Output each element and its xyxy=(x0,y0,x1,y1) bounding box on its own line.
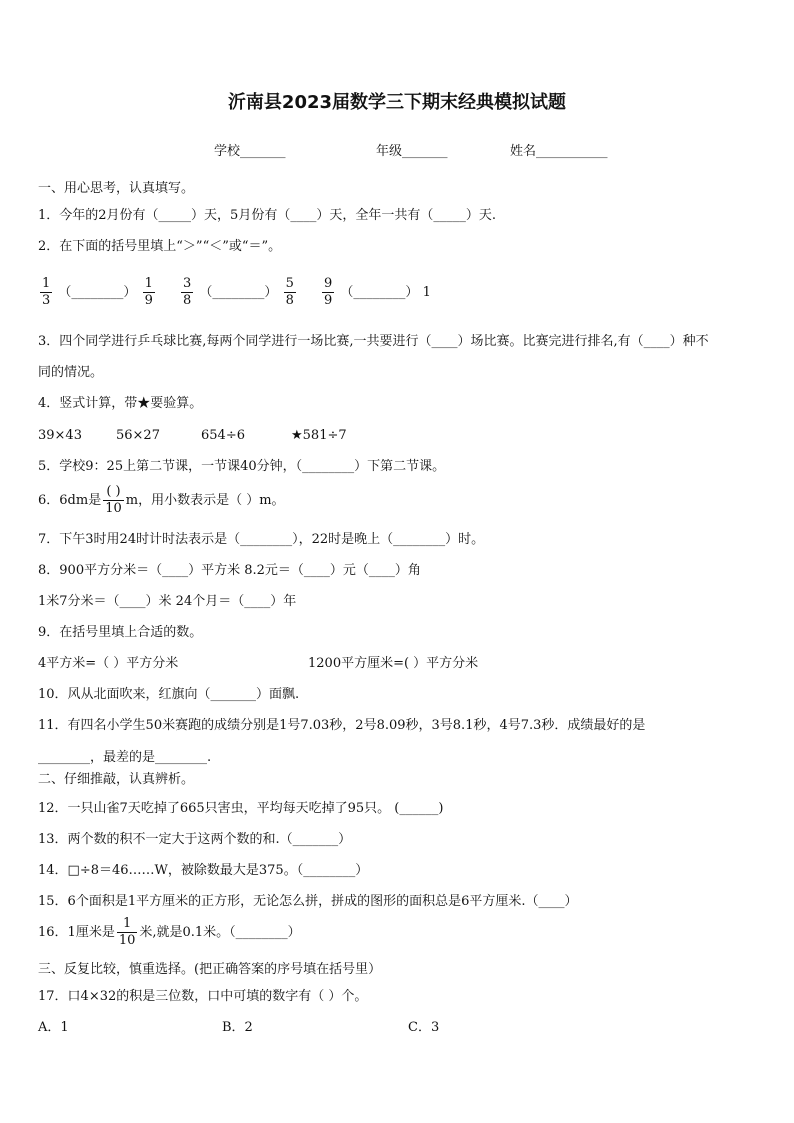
question-4-items xyxy=(38,427,347,445)
comparison-2 xyxy=(179,276,298,309)
answer-blank[interactable]: （________） xyxy=(199,285,278,300)
question-9: 9．在括号里填上合适的数。 xyxy=(38,625,203,640)
question-11-line-2: ________，最差的是________. xyxy=(38,750,212,765)
page-title: 沂南县2023届数学三下期末经典模拟试题 xyxy=(227,92,567,113)
question-17-options xyxy=(38,1019,439,1037)
grade-field: 年级_______ xyxy=(376,144,448,159)
question-9-items xyxy=(38,655,478,673)
calc-item: 56×27 xyxy=(116,428,160,443)
question-14: 14．□÷8＝46……W，被除数最大是375。（________） xyxy=(38,863,369,878)
fraction: $\frac{( )}{10}$ xyxy=(105,484,122,516)
question-5: 5．学校9：25上第二节课，一节课40分钟，（________）下第二节课。 xyxy=(38,459,446,474)
question-3-line-1: 3．四个同学进行乒乓球比赛,每两个同学进行一场比赛,一共要进行（____）场比赛。比赛完进行排名,有（____）种不 xyxy=(38,334,709,349)
option-c[interactable]: C．3 xyxy=(408,1020,440,1035)
fraction: $\frac{9}{9}$ xyxy=(324,276,333,308)
answer-blank[interactable]: （________） xyxy=(340,285,419,300)
question-10: 10．风从北面吹来，红旗向（_______）面飘. xyxy=(38,687,300,702)
compare-value: 1 xyxy=(422,285,431,300)
question-12: 12．一只山雀7天吃掉了665只害虫，平均每天吃掉了95只。 (______) xyxy=(38,801,444,816)
question-15: 15．6个面积是1平方厘米的正方形，无论怎么拼，拼成的图形的面积总是6平方厘米.（____） xyxy=(38,894,578,909)
question-2-fractions xyxy=(38,276,449,309)
fraction: $\frac{3}{8}$ xyxy=(183,276,192,308)
question-2: 2．在下面的括号里填上“＞”“＜”或“＝”。 xyxy=(38,239,282,254)
fraction: $\frac{1}{3}$ xyxy=(42,276,51,308)
question-4: 4．竖式计算，带★要验算。 xyxy=(38,396,203,411)
name-field: 姓名___________ xyxy=(510,144,608,159)
fraction: $\frac{1}{9}$ xyxy=(144,276,153,308)
option-a[interactable]: A．1 xyxy=(38,1020,69,1035)
section-2-heading: 二、仔细推敲，认真辨析。 xyxy=(38,772,195,787)
school-field: 学校_______ xyxy=(214,144,286,159)
question-7: 7．下午3时用24时计时法表示是（________），22时是晚上（________）时。 xyxy=(38,532,485,547)
question-6: 6．6dm是 $\frac{( )}{10}$ m，用小数表示是（ ）m。 xyxy=(38,484,285,516)
question-17: 17．口4×32的积是三位数，口中可填的数字有（ ）个。 xyxy=(38,989,368,1004)
question-13: 13．两个数的积不一定大于这两个数的和.（_______） xyxy=(38,832,352,847)
option-b[interactable]: B．2 xyxy=(222,1020,253,1035)
question-11-line-1: 11．有四名小学生50米赛跑的成绩分别是1号7.03秒，2号8.09秒，3号8.1秒，4号7.3秒．成绩最好的是 xyxy=(38,718,646,733)
conversion-item: 4平方米=（ ）平方分米 xyxy=(38,656,179,671)
section-3-heading: 三、反复比较，慎重选择。(把正确答案的序号填在括号里） xyxy=(38,962,382,977)
conversion-item: 1200平方厘米=( ）平方分米 xyxy=(308,656,479,671)
answer-blank[interactable]: （________） xyxy=(58,285,137,300)
calc-item: ★581÷7 xyxy=(291,428,347,443)
question-8-line-2: 1米7分米＝（____）米 24个月＝（____）年 xyxy=(38,594,297,609)
comparison-3 xyxy=(320,276,431,309)
fraction: $\frac{1}{10}$ xyxy=(118,916,136,948)
question-8-line-1: 8．900平方分米＝（____）平方米 8.2元＝（____）元（____）角 xyxy=(38,563,421,578)
question-3-line-2: 同的情况。 xyxy=(38,365,104,380)
fraction: $\frac{5}{8}$ xyxy=(285,276,294,308)
comparison-1 xyxy=(38,276,157,309)
question-1: 1．今年的2月份有（_____）天，5月份有（____）天，全年一共有（_____）天. xyxy=(38,208,496,223)
calc-item: 39×43 xyxy=(38,428,82,443)
calc-item: 654÷6 xyxy=(201,428,245,443)
section-1-heading: 一、用心思考，认真填写。 xyxy=(38,181,195,196)
question-16: 16．1厘米是 $\frac{1}{10}$ 米,就是0.1米。（________） xyxy=(38,916,301,948)
